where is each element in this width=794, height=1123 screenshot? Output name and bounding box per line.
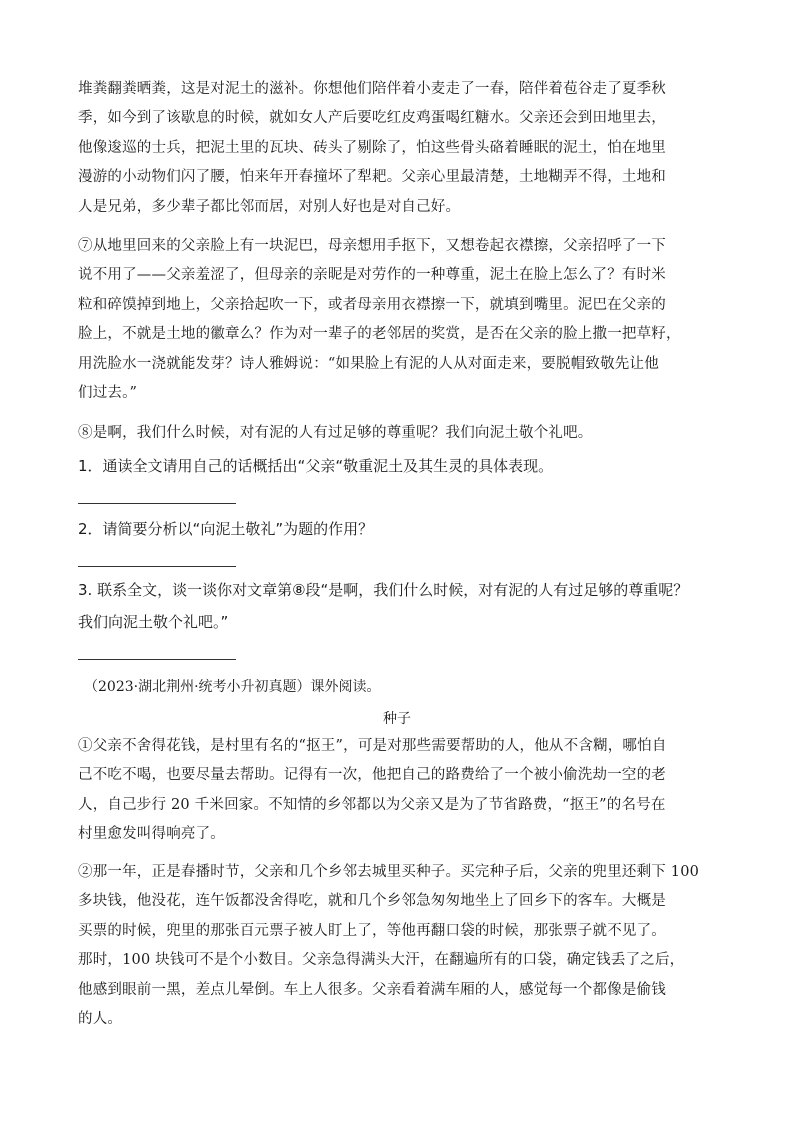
text-line: 说不用了——父亲羞涩了，但母亲的亲昵是对劳作的一种尊重，泥土在脸上怎么了？有时米 xyxy=(78,267,666,284)
text-line: 粒和碎馍掉到地上，父亲拾起吹一下，或者母亲用衣襟擦一下，就填到嘴里。泥巴在父亲的 xyxy=(78,296,666,313)
text-line: ①父亲不舍得花钱，是村里有名的“抠王”，可是对那些需要帮助的人，他从不含糊，哪怕自 xyxy=(78,738,667,754)
passage2-paragraph-1 xyxy=(78,732,718,850)
passage2-paragraph-2 xyxy=(78,858,718,1034)
answer-line-3[interactable] xyxy=(78,659,236,660)
question-3-line: 我们向泥土敬个礼吧。” xyxy=(78,613,229,631)
passage1-paragraph-7 xyxy=(78,232,718,408)
text-line: ②那一年，正是春播时节，父亲和几个乡邻去城里买种子。买完种子后，父亲的兜里还剩下 100 xyxy=(78,864,700,880)
text-line: 多块钱，他没花，连午饭都没舍得吃，就和几个乡邻急匆匆地坐上了回乡下的客车。大概是 xyxy=(78,893,666,910)
text-line: ⑦从地里回来的父亲脸上有一块泥巴，母亲想用手抠下，又想卷起衣襟擦，父亲招呼了一下 xyxy=(78,238,666,254)
text-line: 用洗脸水一浇就能发芽？诗人雅姆说：“如果脸上有泥的人从对面走来，要脱帽致敬先让他 xyxy=(78,355,659,372)
text-line: 们过去。” xyxy=(78,385,138,402)
text-line: 人是兄弟，多少辈子都比邻而居，对别人好也是对自己好。 xyxy=(78,198,461,215)
source-note: （2023·湖北荆州·统考小升初真题）课外阅读。 xyxy=(84,679,381,695)
answer-line-1[interactable] xyxy=(78,503,236,504)
answer-line-2[interactable] xyxy=(78,566,236,567)
text-line: 漫游的小动物们闪了腰，怕来年开春撞坏了犁耙。父亲心里最清楚，土地糊弄不得，土地和 xyxy=(78,169,666,186)
text-line: 脸上，不就是土地的徽章么？作为对一辈子的老邻居的奖赏，是否在父亲的脸上撒一把草籽， xyxy=(78,326,681,343)
text-line: 季，如今到了该歇息的时候，就如女人产后要吃红皮鸡蛋喝红糖水。父亲还会到田地里去， xyxy=(78,110,666,127)
text-line: 他像逡巡的士兵，把泥土里的瓦块、砖头了剔除了，怕这些骨头硌着睡眠的泥土，怕在地里 xyxy=(78,139,666,156)
question-3-line: 3. 联系全文，谈一谈你对文章第⑧段“是啊，我们什么时候，对有泥的人有过足够的尊重呢？ xyxy=(78,581,689,599)
passage2-title: 种子 xyxy=(383,711,411,727)
question-2: 2．请简要分析以“向泥土敬礼”为题的作用？ xyxy=(78,520,374,538)
passage1-paragraph-8 xyxy=(78,419,718,448)
text-line: 那时，100 块钱可不是个小数目。父亲急得满头大汗，在翻遍所有的口袋，确定钱丢了之后， xyxy=(78,952,685,969)
text-line: 己不吃不喝，也要尽量去帮助。记得有一次，他把自己的路费给了一个被小偷洗劫一空的老 xyxy=(78,767,666,784)
text-line: 他感到眼前一黑，差点儿晕倒。车上人很多。父亲看着满车厢的人，感觉每一个都像是偷钱 xyxy=(78,981,666,998)
text-line: 的人。 xyxy=(78,1011,123,1028)
text-line: 人，自己步行 20 千米回家。不知情的乡邻都以为父亲又是为了节省路费，“抠王”的名号在 xyxy=(78,796,666,813)
text-line: 堆粪翻粪晒粪，这是对泥土的滋补。你想他们陪伴着小麦走了一春，陪伴着苞谷走了夏季秋 xyxy=(78,81,666,97)
text-line: 买票的时候，兜里的那张百元票子被人盯上了，等他再翻口袋的时候，那张票子就不见了。 xyxy=(78,922,666,939)
question-3 xyxy=(78,575,688,637)
passage1-continued-paragraph xyxy=(78,75,718,222)
question-1: 1．通读全文请用自己的话概括出“父亲“敬重泥土及其生灵的具体表现。 xyxy=(78,457,554,475)
text-line: ⑧是啊，我们什么时候，对有泥的人有过足够的尊重呢？我们向泥土敬个礼吧。 xyxy=(78,425,593,441)
text-line: 村里愈发叫得响亮了。 xyxy=(78,826,225,843)
